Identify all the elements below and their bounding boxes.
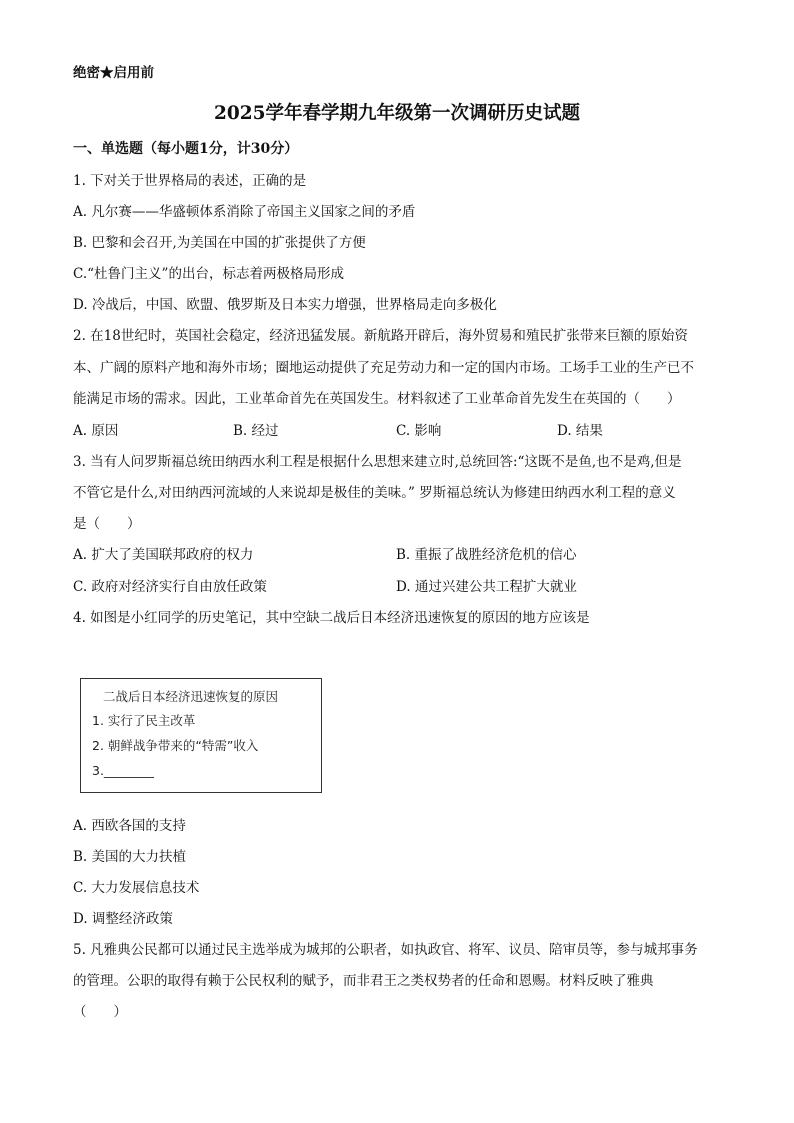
question-5-stem-line-1: 5. 凡雅典公民都可以通过民主选举成为城邦的公职者，如执政官、将军、议员、陪审员等，参与城邦事务	[73, 942, 698, 958]
question-5-stem-line-2: 的管理。公职的取得有赖于公民权利的赋予，而非君王之类权势者的任命和恩赐。材料反映了雅典	[73, 973, 654, 989]
question-4-option-c[interactable]: C. 大力发展信息技术	[73, 880, 200, 896]
note-item-2: 2. 朝鲜战争带来的“特需”收入	[92, 738, 259, 753]
page-title: 2025学年春学期九年级第一次调研历史试题	[214, 103, 580, 124]
history-note-box	[80, 678, 322, 793]
question-3-option-d[interactable]: D. 通过兴建公共工程扩大就业	[396, 579, 577, 595]
question-1-option-c[interactable]: C.“杜鲁门主义”的出台，标志着两极格局形成	[73, 266, 344, 282]
question-2-option-b[interactable]: B. 经过	[233, 423, 279, 439]
question-3-option-c[interactable]: C. 政府对经济实行自由放任政策	[73, 579, 267, 595]
question-2-option-d[interactable]: D. 结果	[557, 423, 603, 439]
question-1-stem: 1. 下对关于世界格局的表述，正确的是	[73, 173, 307, 189]
question-5-stem-line-3: （ ）	[73, 1004, 127, 1020]
note-title: 二战后日本经济迅速恢复的原因	[103, 689, 279, 704]
question-2-stem-line-2: 本、广阔的原料产地和海外市场；圈地运动提供了充足劳动力和一定的国内市场。工场手工业的生产已不	[73, 360, 694, 376]
question-3-stem-line-1: 3. 当有人问罗斯福总统田纳西水利工程是根据什么思想来建立时,总统回答:“这既不是鱼,也不是鸡,但是	[73, 454, 682, 470]
section-heading: 一、单选题（每小题1分，计30分）	[73, 141, 299, 157]
question-4-option-a[interactable]: A. 西欧各国的支持	[73, 818, 186, 834]
confidential-label: 绝密★启用前	[73, 65, 154, 81]
question-3-stem-line-2: 不管它是什么,对田纳西河流域的人来说却是极佳的美味。” 罗斯福总统认为修建田纳西水利工程的意义	[73, 485, 676, 501]
question-1-option-a[interactable]: A. 凡尔赛——华盛顿体系消除了帝国主义国家之间的矛盾	[73, 204, 416, 220]
question-1-option-b[interactable]: B. 巴黎和会召开,为美国在中国的扩张提供了方便	[73, 235, 366, 251]
question-2-option-c[interactable]: C. 影响	[396, 423, 442, 439]
question-3-option-b[interactable]: B. 重振了战胜经济危机的信心	[396, 547, 577, 563]
note-item-1: 1. 实行了民主改革	[92, 713, 196, 728]
question-4-option-b[interactable]: B. 美国的大力扶植	[73, 849, 187, 865]
question-1-option-d[interactable]: D. 冷战后，中国、欧盟、俄罗斯及日本实力增强，世界格局走向多极化	[73, 297, 497, 313]
question-2-option-a[interactable]: A. 原因	[73, 423, 119, 439]
question-2-stem-line-3: 能满足市场的需求。因此，工业革命首先在英国发生。材料叙述了工业革命首先发生在英国的（ ）	[73, 391, 681, 407]
question-2-stem-line-1: 2. 在18世纪时，英国社会稳定，经济迅猛发展。新航路开辟后，海外贸易和殖民扩张带来巨额的原始资	[73, 328, 688, 344]
question-4-stem: 4. 如图是小红同学的历史笔记，其中空缺二战后日本经济迅速恢复的原因的地方应该是	[73, 610, 590, 626]
question-3-stem-line-3: 是（ ）	[73, 516, 141, 532]
question-3-option-a[interactable]: A. 扩大了美国联邦政府的权力	[73, 547, 254, 563]
note-item-3-blank: 3.________	[92, 763, 154, 778]
question-4-option-d[interactable]: D. 调整经济政策	[73, 911, 173, 927]
